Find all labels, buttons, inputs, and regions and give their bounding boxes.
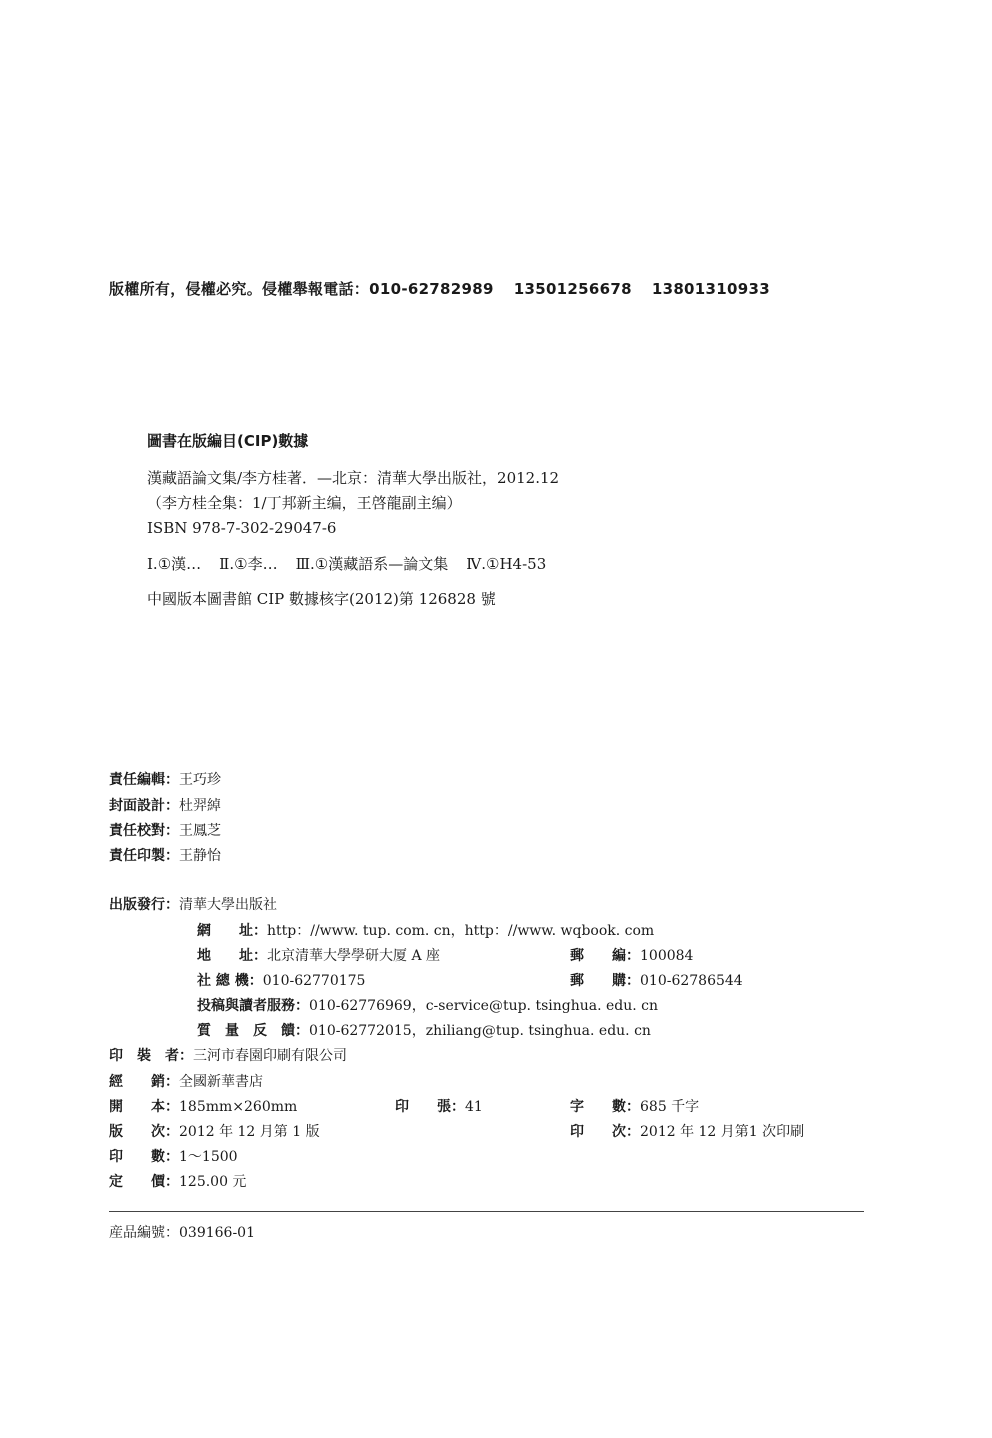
switchboard-label: 社 總 機： [197, 973, 263, 989]
mail-order-label: 郵 購： [570, 973, 640, 989]
copies-value: 1～1500 [179, 1149, 238, 1165]
cip-class-4: Ⅳ.①H4-53 [466, 555, 547, 573]
cip-line-1: 漢藏語論文集/李方桂著．—北京：清華大學出版社，2012.12 [147, 469, 560, 487]
sheets [395, 1096, 483, 1116]
publisher-label: 出版發行： [109, 897, 179, 913]
postcode-value: 100084 [640, 948, 694, 964]
impression [570, 1121, 804, 1141]
staff-label: 責任編輯： [109, 772, 179, 788]
divider [109, 1211, 864, 1212]
publisher-mail-order [570, 970, 743, 990]
cip-record-number: 中國版本圖書館 CIP 數據核字(2012)第 126828 號 [147, 590, 496, 608]
staff-value: 王巧珍 [179, 772, 221, 788]
price [109, 1171, 246, 1191]
edition-label: 版 次： [109, 1124, 179, 1140]
cip-class-3: Ⅲ.①漢藏語系—論文集 [295, 555, 449, 573]
sheets-label: 印 張： [395, 1099, 465, 1115]
distributor [109, 1071, 263, 1091]
cip-title: 圖書在版編目(CIP)數據 [147, 432, 309, 450]
publisher-website [197, 920, 654, 940]
staff-print-supervisor [109, 845, 221, 865]
staff-label: 封面設計： [109, 798, 179, 814]
staff-value: 王鳳芝 [179, 823, 221, 839]
price-value: 125.00 元 [179, 1174, 247, 1190]
staff-editor [109, 769, 221, 789]
format [109, 1096, 297, 1116]
cip-class-2: Ⅱ.①李… [219, 555, 278, 573]
phone-3: 13801310933 [651, 280, 770, 298]
postcode-label: 郵 編： [570, 948, 640, 964]
copyright-text: 版權所有，侵權必究。侵權舉報電話：010-62782989 [109, 280, 494, 298]
printer [109, 1045, 347, 1065]
cip-classification [147, 553, 564, 575]
distributor-label: 經 銷： [109, 1074, 179, 1090]
quality-value: 010-62772015，zhiliang@tup. tsinghua. edu. cn [309, 1023, 651, 1039]
staff-proofreader [109, 820, 221, 840]
publisher-quality-feedback [197, 1020, 651, 1040]
distributor-value: 全國新華書店 [179, 1074, 263, 1090]
printer-label: 印 裝 者： [109, 1048, 193, 1064]
publisher-switchboard [197, 970, 365, 990]
copies-label: 印 數： [109, 1149, 179, 1165]
staff-value: 王静怡 [179, 848, 221, 864]
format-label: 開 本： [109, 1099, 179, 1115]
address-value: 北京清華大學學研大厦 A 座 [267, 948, 441, 964]
publisher-name: 清華大學出版社 [179, 897, 277, 913]
website-label: 網 址： [197, 923, 267, 939]
staff-label: 責任校對： [109, 823, 179, 839]
staff-value: 杜羿綽 [179, 798, 221, 814]
service-label: 投稿與讀者服務： [197, 998, 309, 1014]
cip-line-2: （李方桂全集：1/丁邦新主编，王啓龍副主编） [147, 494, 462, 512]
publisher-reader-service [197, 995, 658, 1015]
price-label: 定 價： [109, 1174, 179, 1190]
copies [109, 1146, 238, 1166]
copyright-notice [109, 278, 770, 299]
switchboard-value: 010-62770175 [262, 973, 366, 989]
impression-value: 2012 年 12 月第1 次印刷 [640, 1124, 805, 1140]
impression-label: 印 次： [570, 1124, 640, 1140]
quality-label: 質 量 反 饋： [197, 1023, 309, 1039]
publisher [109, 894, 277, 914]
edition [109, 1121, 320, 1141]
words-value: 685 千字 [640, 1099, 700, 1115]
address-label: 地 址： [197, 948, 267, 964]
mail-order-value: 010-62786544 [640, 973, 743, 989]
printer-value: 三河市春園印刷有限公司 [193, 1048, 347, 1064]
staff-cover-design [109, 795, 221, 815]
phone-2: 13501256678 [513, 280, 632, 298]
website-value: http：//www. tup. com. cn，http：//www. wqbook. com [267, 923, 655, 939]
publisher-postcode [570, 945, 693, 965]
cip-class-1: Ⅰ.①漢… [147, 555, 202, 573]
product-code [109, 1222, 255, 1242]
format-value: 185mm×260mm [179, 1099, 298, 1115]
words-label: 字 數： [570, 1099, 640, 1115]
word-count [570, 1096, 699, 1116]
product-code-value: 039166-01 [179, 1225, 255, 1241]
product-code-label: 産品編號： [109, 1225, 179, 1241]
publisher-address [197, 945, 440, 965]
staff-label: 責任印製： [109, 848, 179, 864]
edition-value: 2012 年 12 月第 1 版 [179, 1124, 320, 1140]
sheets-value: 41 [465, 1099, 483, 1115]
service-value: 010-62776969，c-service@tup. tsinghua. edu. cn [309, 998, 659, 1014]
cip-isbn: ISBN 978-7-302-29047-6 [147, 519, 337, 537]
